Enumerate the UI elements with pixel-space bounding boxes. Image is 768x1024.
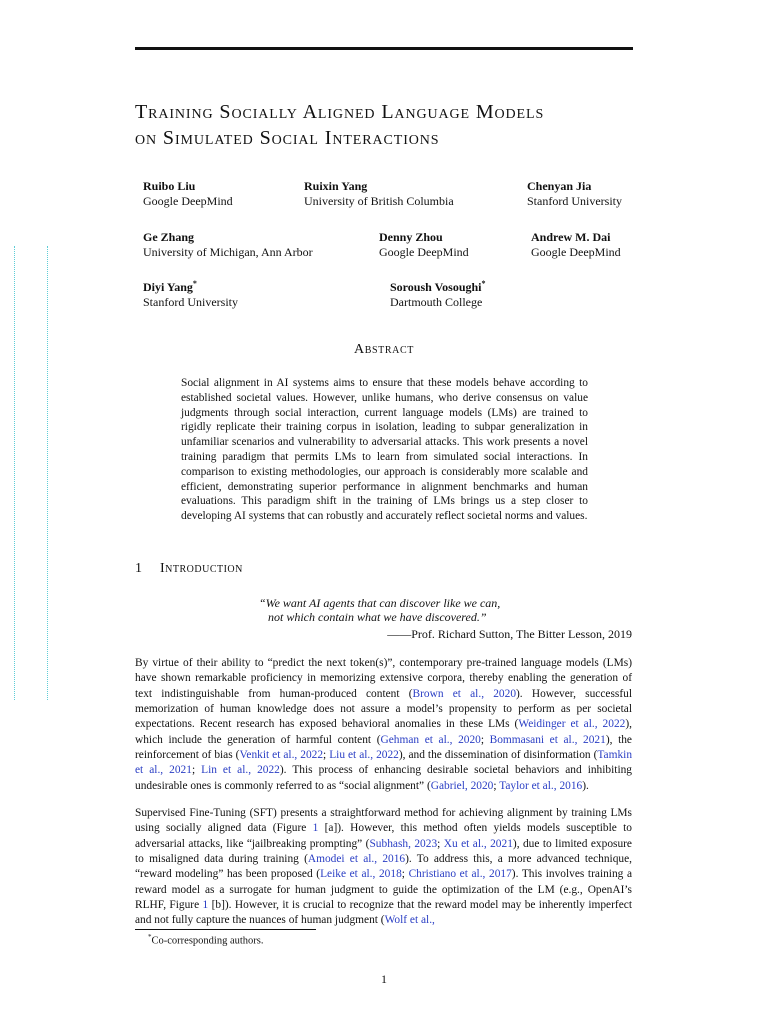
title-line-2: on Simulated Social Interactions: [135, 127, 440, 149]
intro-paragraph-1: By virtue of their ability to “predict the next token(s)”, contemporary pre-trained language models (LMs) have shown remarkable proficiency in memorizing extensive corpora, thereby enabling the generation of text indistinguishable from human-produced content (Brown et al., 2020). However, successful memorization of human knowledge does not assure a model’s propensity to perform as per societal expectations. Recent research has exposed behavioral anomalies in these LMs (Weidinger et al., 2022), which include the generation of harmful content (Gehman et al., 2020; Bommasani et al., 2021), the reinforcement of bias (Venkit et al., 2022; Liu et al., 2022), and the dissemination of disinformation (Tamkin et al., 2021; Lin et al., 2022). This process of enhancing desirable societal behaviors and inhibiting undesirable ones is commonly referred to as “social alignment” (Gabriel, 2020; Taylor et al., 2016).: [135, 657, 633, 792]
abstract-heading: Abstract: [354, 342, 414, 357]
section-number: 1: [135, 561, 143, 576]
intro-paragraph-2: Supervised Fine-Tuning (SFT) presents a straightforward method for achieving alignment by training LMs using socially aligned data (Figure 1 [a]). However, this method often yields models susceptible to adversarial attacks, like “jailbreaking prompting” (Subhash, 2023; Xu et al., 2021), due to limited exposure to misaligned data during training (Amodei et al., 2016). To address this, a more advanced technique, “reward modeling” has been proposed (Leike et al., 2018; Christiano et al., 2017). This involves training a reward model as a surrogate for human judgment to guide the optimization of the LM (e.g., OpenAI’s RLHF, Figure 1 [b]). However, it is crucial to recognize that the reward model may be inherently imperfect and not fully capture the nuances of human judgment (Wolf et al.,: [135, 807, 633, 927]
author-name: Soroush Vosoughi*: [390, 279, 486, 294]
author-block: [390, 276, 486, 310]
citation-link[interactable]: Christiano et al., 2017: [408, 868, 512, 881]
abstract-text: Social alignment in AI systems aims to ensure that these models behave according to established societal values. However, unlike humans, who derive consensus on value judgments through social interaction, current language models (LMs) are trained to rigidly replicate their training corpus in isolation, leading to subpar generalization in unfamiliar scenarios and vulnerability to adversarial attacks. This work presents a novel training paradigm that permits LMs to learn from simulated social interactions. In comparison to existing methodologies, our approach is considerably more scalable and efficient, demonstrating superior performance in alignment benchmarks and human evaluations. This paradigm shift in the training of LMs brings us a step closer to developing AI systems that can robustly and accurately reflect societal norms and values.: [181, 377, 588, 523]
author-block: [527, 175, 622, 209]
citation-link[interactable]: Taylor et al., 2016: [499, 779, 583, 792]
author-block: [304, 175, 454, 209]
author-affiliation: University of British Columbia: [304, 194, 454, 208]
author-name: Ruixin Yang: [304, 179, 368, 193]
author-affiliation: Stanford University: [143, 295, 238, 309]
citation-link[interactable]: Weidinger et al., 2022: [518, 718, 626, 731]
author-name: Chenyan Jia: [527, 179, 592, 193]
author-affiliation: Google DeepMind: [143, 194, 233, 208]
epigraph-attribution: ——Prof. Richard Sutton, The Bitter Lesson, 2019: [387, 627, 632, 641]
figure-ref-link[interactable]: 1: [202, 899, 209, 912]
author-affiliation: Stanford University: [527, 194, 622, 208]
author-name: Ruibo Liu: [143, 179, 196, 193]
citation-link[interactable]: Brown et al., 2020: [412, 687, 517, 700]
author-name: Andrew M. Dai: [531, 230, 611, 244]
footnote-rule: [135, 929, 316, 930]
author-block: [379, 226, 469, 260]
section-heading: [135, 561, 243, 577]
citation-link[interactable]: Gehman et al., 2020: [380, 733, 481, 746]
epigraph-line-2: not which contain what we have discovered.”: [268, 610, 487, 624]
section-title: Introduction: [160, 561, 243, 576]
title-line-1: Training Socially Aligned Language Models: [135, 101, 545, 123]
citation-link[interactable]: Xu et al., 2021: [443, 837, 513, 850]
citation-link[interactable]: Liu et al., 2022: [329, 749, 399, 762]
citation-link[interactable]: Wolf et al.,: [384, 914, 435, 927]
author-block: [143, 276, 238, 310]
author-affiliation: Google DeepMind: [379, 245, 469, 259]
citation-link[interactable]: Amodei et al., 2016: [307, 853, 406, 866]
paper-title: [135, 99, 655, 151]
margin-dotted-frame: [14, 246, 48, 700]
citation-link[interactable]: Gabriel, 2020: [430, 779, 494, 792]
footnote: *Co-corresponding authors.: [148, 933, 264, 947]
citation-link[interactable]: Venkit et al., 2022: [239, 749, 324, 762]
top-rule: [135, 47, 633, 50]
author-name: Diyi Yang*: [143, 279, 197, 294]
citation-link[interactable]: Lin et al., 2022: [201, 764, 280, 777]
epigraph-line-1: “We want AI agents that can discover like we can,: [259, 596, 501, 610]
citation-link[interactable]: Leike et al., 2018: [320, 868, 402, 881]
page-number: 1: [381, 972, 387, 986]
author-affiliation: Google DeepMind: [531, 245, 621, 259]
citation-link[interactable]: Subhash, 2023: [369, 837, 438, 850]
author-block: [143, 226, 313, 260]
citation-link[interactable]: Tamkin et al., 2021: [135, 749, 633, 777]
author-affiliation: Dartmouth College: [390, 295, 483, 309]
figure-ref-link[interactable]: 1: [312, 822, 319, 835]
author-name: Denny Zhou: [379, 230, 443, 244]
author-block: [531, 226, 621, 260]
citation-link[interactable]: Bommasani et al., 2021: [489, 733, 606, 746]
author-name: Ge Zhang: [143, 230, 195, 244]
author-block: [143, 175, 233, 209]
author-affiliation: University of Michigan, Ann Arbor: [143, 245, 313, 259]
